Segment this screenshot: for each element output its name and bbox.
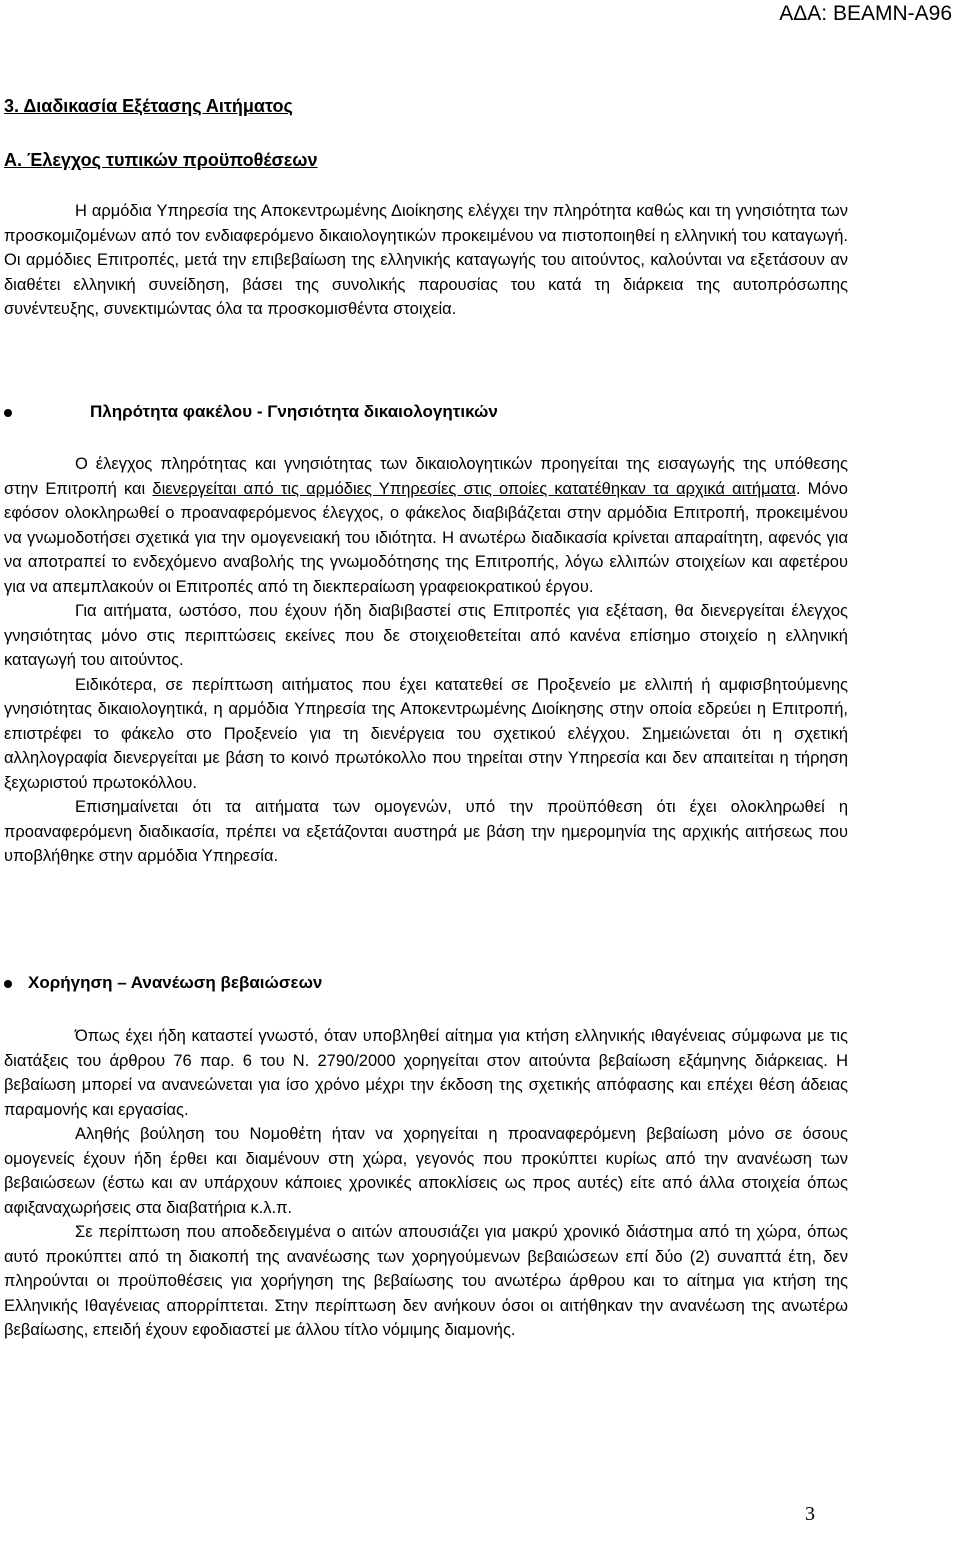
bullet1-paragraph-1 — [4, 452, 848, 599]
bullet2-title: Χορήγηση – Ανανέωση βεβαιώσεων — [28, 973, 323, 992]
ada-code: ΑΔΑ: ΒΕΑΜΝ-Α96 — [779, 2, 952, 25]
page-number: 3 — [805, 1503, 815, 1525]
bullet1-p1-before: Ο έλεγχος πληρότητας και γνησιότητας των δικαιολογητικών προηγείται της εισαγωγής της υπόθεσης στην Επιτροπή και — [4, 455, 848, 498]
bullet-dot-icon — [4, 409, 12, 417]
bullet2-paragraph-1: Όπως έχει ήδη καταστεί γνωστό, όταν υποβληθεί αίτημα για κτήση ελληνικής ιθαγένειας σύμφωνα με τις διατάξεις του άρθρου 76 παρ. 6 του Ν. 2790/2000 χορηγείται στον αιτούντα βεβαίωση εξάμηνης διάρκειας. Η βεβαίωση μπορεί να ανανεώνεται για ίσο χρόνο μέχρι την έκδοση της σχετικής απόφασης και επέχει θέση άδειας παραμονής και εργασίας. — [4, 1027, 848, 1119]
bullet1-paragraph-4: Επισημαίνεται ότι τα αιτήματα των ομογενών, υπό την προϋπόθεση ότι έχει ολοκληρωθεί η προαναφερόμενη διαδικασία, πρέπει να εξετάζονται αυστηρά με βάση την ημερομηνία της αρχικής αιτήσεως που υποβλήθηκε στην αρμόδια Υπηρεσία. — [4, 798, 848, 865]
bullet2-paragraph-3: Σε περίπτωση που αποδεδειγμένα ο αιτών απουσιάζει για μακρύ χρονικό διάστημα από τη χώρα, όπως αυτό προκύπτει από τη διακοπή της ανανέωσης των χορηγούμενων βεβαιώσεων επί δύο (2) συναπτά έτη, δεν πληρούνται οι προϋποθέσεις για χορήγηση της βεβαίωσης του ανωτέρω άρθρου και το αίτημα για κτήση της Ελληνικής Ιθαγένειας απορρίπτεται. Στην περίπτωση δεν ανήκουν όσοι οι αιτήθηκαν την ανανέωση της ανωτέρω βεβαίωσης, επειδή έχουν εφοδιαστεί με άλλου τίτλο νόμιμης διαμονής. — [4, 1223, 848, 1339]
section-title: 3. Διαδικασία Εξέτασης Αιτήματος — [4, 96, 293, 116]
intro-block — [4, 199, 848, 322]
bullet1-title: Πληρότητα φακέλου - Γνησιότητα δικαιολογητικών — [90, 402, 498, 421]
bullet1-block — [4, 452, 848, 869]
bullet1-paragraph-2: Για αιτήματα, ωστόσο, που έχουν ήδη διαβιβαστεί στις Επιτροπές για εξέταση, θα διενεργείται έλεγχος γνησιότητας μόνο στις περιπτώσεις εκείνες που δε στοιχειοθετείται από κανένα επίσημο στοιχείο η ελληνική καταγωγή του αιτούντος. — [4, 602, 848, 669]
bullet1-paragraph-3: Ειδικότερα, σε περίπτωση αιτήματος που έχει κατατεθεί σε Προξενείο με ελλιπή ή αμφισβητούμενης γνησιότητας δικαιολογητικά, η αρμόδια Υπηρεσία της Αποκεντρωμένης Διοίκησης στην οποία εδρεύει η Επιτροπή, επιστρέφει το φάκελο στο Προξενείο για τη διενέργεια του σχετικού ελέγχου. Σημειώνεται ότι η σχετική αλληλογραφία διενεργείται με βάση το κοινό πρωτόκολλο που τηρείται στην Υπηρεσία και δεν απαιτείται η τήρηση ξεχωριστού πρωτοκόλλου. — [4, 675, 848, 792]
bullet-dot-icon — [4, 980, 12, 988]
intro-paragraph: Η αρμόδια Υπηρεσία της Αποκεντρωμένης Διοίκησης ελέγχει την πληρότητα καθώς και τη γνησιότητα των προσκομιζομένων από τον ενδιαφερόμενο δικαιολογητικών προκειμένου να πιστοποιηθεί η ελληνική του καταγωγή. Οι αρμόδιες Επιτροπές, μετά την επιβεβαίωση της ελληνικής καταγωγής του αιτούντος, καλούνται να εξετάσουν αν διαθέτει ελληνική συνείδηση, βάσει της συνολικής παρουσίας του κατά τη διάρκεια της αυτοπρόσωπης συνέντευξης, συνεκτιμώντας όλα τα προσκομισθέντα στοιχεία. — [4, 202, 848, 318]
bullet1-p1-after: . Μόνο εφόσον ολοκληρωθεί ο προαναφερόμενος έλεγχος, ο φάκελος διαβιβάζεται στην αρμόδια Επιτροπή, προκειμένου να γνωμοδοτήσει σχετικά για την ομογενειακή του ιδιότητα. Η ανωτέρω διαδικασία κρίνεται απαραίτητη, αφενός για να αποτραπεί το ενδεχόμενο αναβολής της γνωμοδότησης της Επιτροπής, λόγω ελλιπών στοιχείων και αφετέρου για να απεμπλακούν οι Επιτροπές από τη διεκπεραίωση γραφειοκρατικού έργου. — [4, 479, 848, 596]
bullet2-paragraph-2: Αληθής βούληση του Νομοθέτη ήταν να χορηγείται η προαναφερόμενη βεβαίωση μόνο σε όσους ομογενείς έχουν ήδη έρθει και διαμένουν στη χώρα, γεγονός που προκύπτει κυρίως από την ανανέωση των βεβαιώσεων (έστω και αν υπάρχουν κάποιες χρονικές αποκλίσεις ως προς αυτές) είτε από άλλα στοιχεία όπως αφιξαναχωρήσεις στα διαβατήρια κ.λ.π. — [4, 1125, 848, 1217]
bullet1-p1-underlined: διενεργείται από τις αρμόδιες Υπηρεσίες στις οποίες κατατέθηκαν τα αρχικά αιτήματα — [152, 479, 796, 498]
subsection-a-title: Α. Έλεγχος τυπικών προϋποθέσεων — [4, 150, 318, 170]
bullet2-block — [4, 1024, 848, 1343]
